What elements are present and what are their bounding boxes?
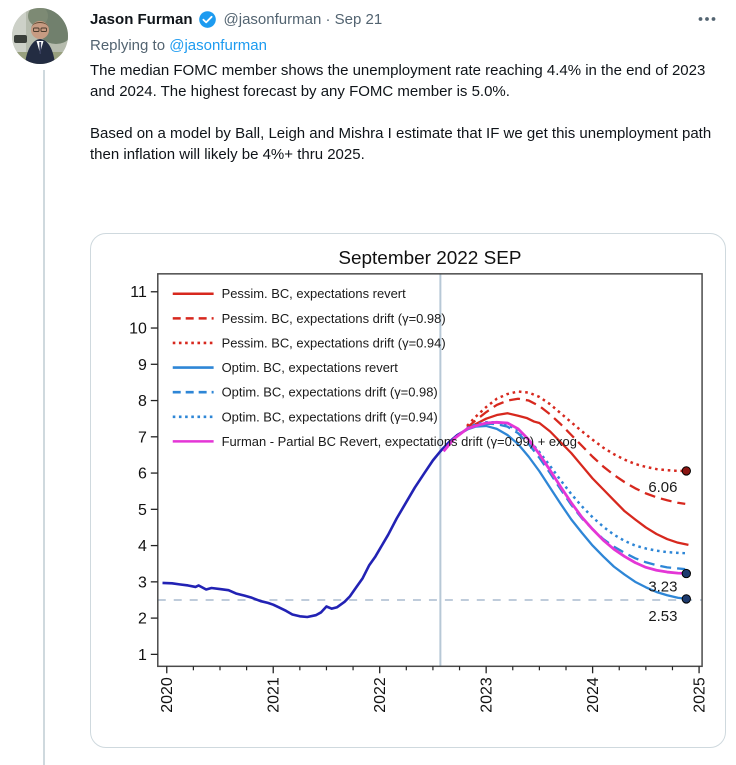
y-tick-label: 10 [129, 320, 147, 338]
y-tick-label: 8 [137, 393, 147, 411]
tweet-text [90, 60, 726, 165]
more-button[interactable] [696, 8, 718, 30]
legend-label: Optim. BC, expectations drift (γ=0.98) [221, 384, 438, 400]
thread-connector-line [43, 70, 45, 765]
author-name[interactable]: Jason Furman [90, 10, 193, 28]
avatar-photo [12, 8, 68, 64]
x-tick-label: 2025 [691, 677, 709, 713]
x-tick-label: 2020 [159, 677, 177, 713]
replying-to-link[interactable]: @jasonfurman [169, 37, 267, 54]
endpoint-marker [682, 569, 690, 577]
legend-label: Furman - Partial BC Revert, expectations drift (γ=0.99) + exog [221, 433, 577, 449]
legend-label: Optim. BC, expectations drift (γ=0.94) [221, 409, 438, 425]
tweet-date[interactable]: Sep 21 [334, 10, 383, 28]
y-tick-label: 3 [137, 574, 147, 592]
y-tick-label: 6 [137, 465, 147, 483]
legend-label: Pessim. BC, expectations drift (γ=0.98) [221, 310, 446, 326]
replying-prefix: Replying to [90, 37, 166, 54]
replying-to-line [90, 37, 726, 54]
chart-title: September 2022 SEP [338, 247, 522, 269]
ellipsis-icon [697, 9, 717, 29]
y-tick-label: 5 [137, 501, 147, 519]
tweet-paragraph-2: Based on a model by Ball, Leigh and Mishra I estimate that IF we get this unemployment path then inflation will likely be 4%+ thru 2025. [90, 125, 712, 163]
avatar[interactable] [12, 8, 68, 64]
y-tick-label: 2 [137, 610, 147, 628]
y-tick-label: 9 [137, 356, 147, 374]
annotation-label: 6.06 [648, 478, 678, 496]
x-tick-label: 2023 [478, 677, 496, 713]
annotation-label: 2.53 [648, 608, 678, 626]
tweet-body [90, 8, 726, 713]
x-tick-label: 2021 [265, 677, 283, 713]
legend-label: Pessim. BC, expectations drift (γ=0.94) [221, 335, 446, 351]
verified-badge-icon [198, 10, 217, 29]
sep-inflation-chart [91, 234, 725, 747]
chart-series-0 [163, 430, 467, 617]
plot-border [158, 274, 702, 666]
endpoint-marker [682, 595, 690, 603]
tweet-header [90, 8, 726, 30]
meta-separator: · [325, 10, 331, 28]
handle-and-date[interactable] [224, 11, 383, 28]
y-tick-label: 4 [137, 538, 147, 556]
y-tick-label: 1 [137, 646, 147, 664]
chart-legend [173, 286, 577, 449]
legend-label: Optim. BC, expectations revert [221, 360, 398, 376]
chart-media-card[interactable] [90, 233, 726, 748]
tweet-paragraph-1: The median FOMC member shows the unemployment rate reaching 4.4% in the end of 2023 and 2024. The highest forecast by any FOMC member is 5.0%. [90, 62, 706, 100]
y-tick-label: 7 [137, 429, 147, 447]
x-tick-label: 2022 [372, 677, 390, 713]
annotation-label: 3.23 [648, 578, 678, 596]
x-tick-label: 2024 [585, 677, 603, 713]
endpoint-marker [682, 467, 690, 475]
y-tick-label: 11 [130, 284, 147, 302]
author-handle[interactable]: @jasonfurman [223, 10, 322, 28]
legend-label: Pessim. BC, expectations revert [221, 286, 406, 302]
